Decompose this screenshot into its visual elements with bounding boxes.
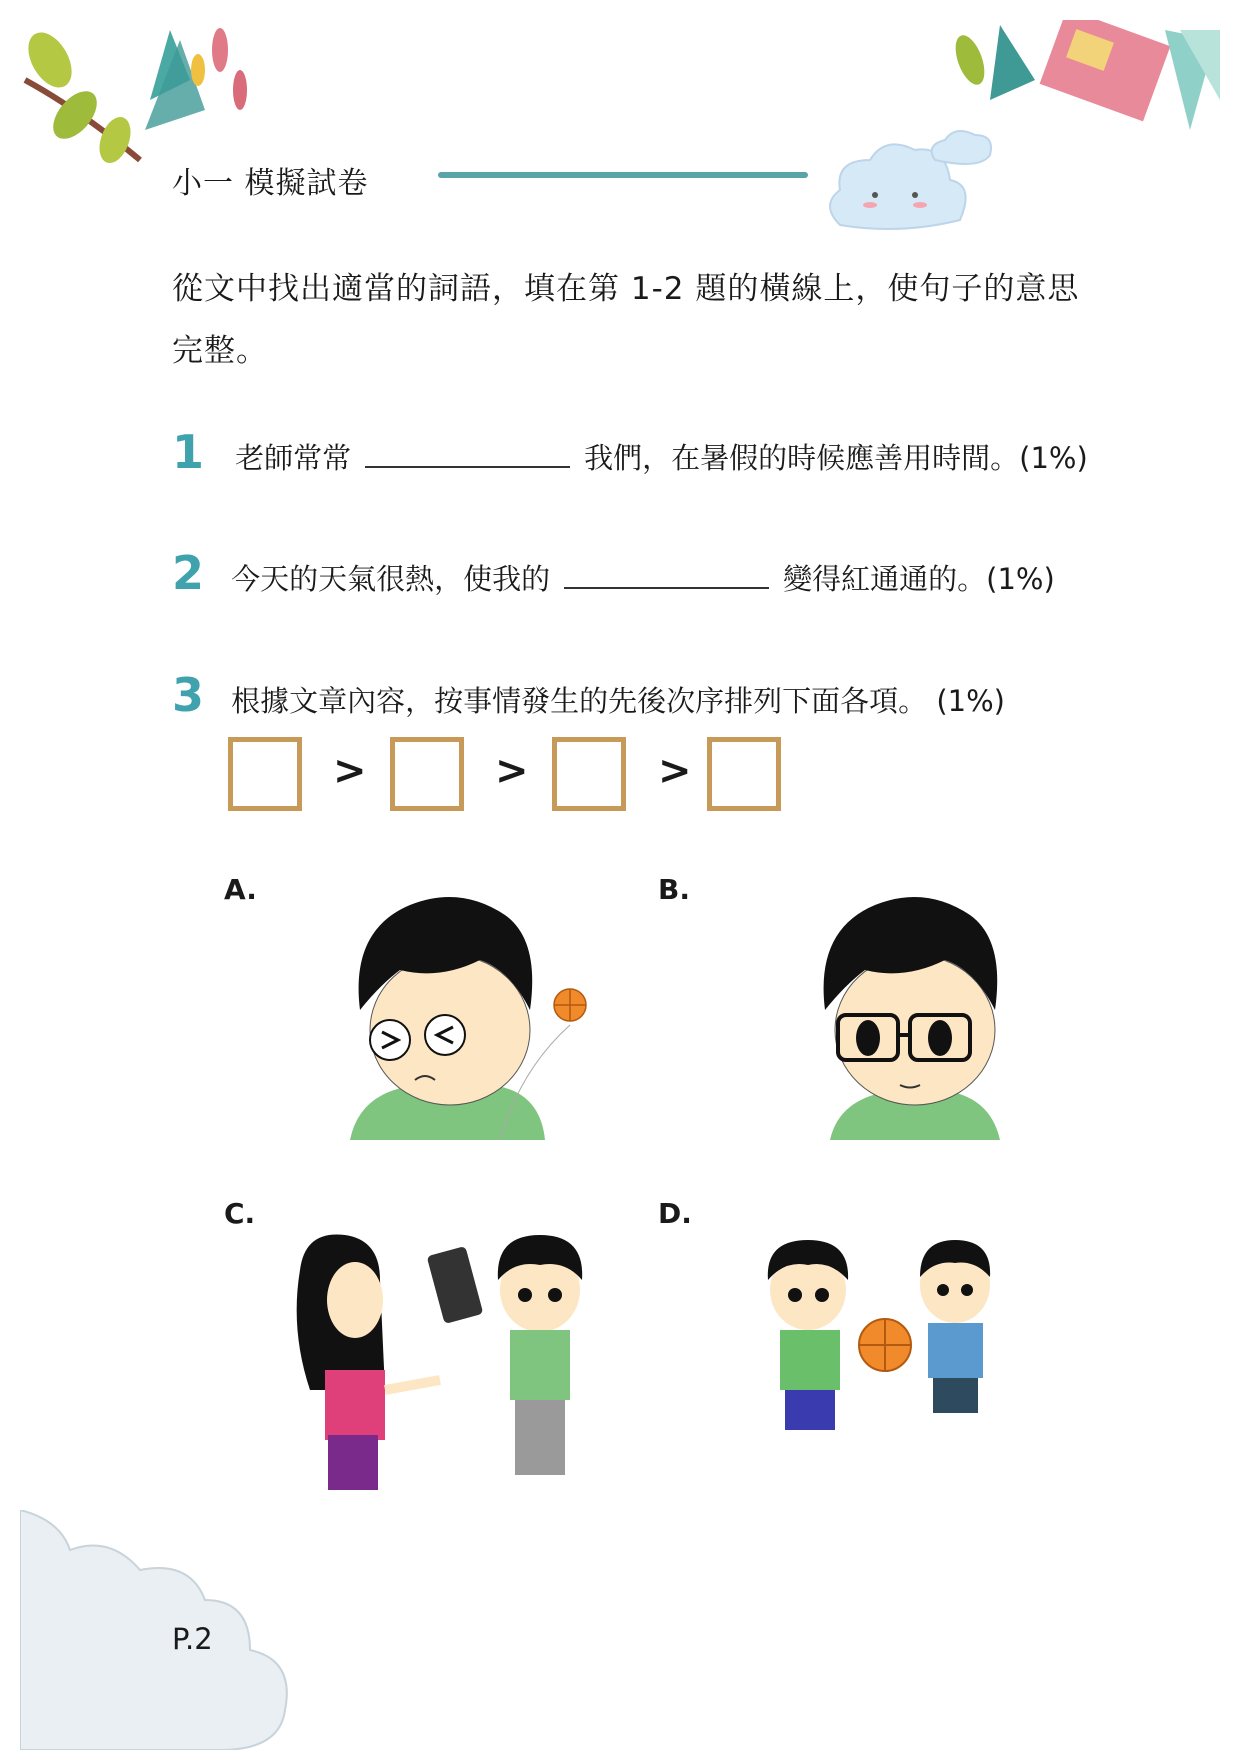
question-2 [172,546,1055,600]
title-rule [438,172,808,178]
sequence-box-3[interactable] [552,737,626,811]
leaf-decoration-icon [20,20,270,170]
exam-title: 小一 模擬試卷 [172,166,369,201]
question-3 [172,668,1005,722]
boy-with-glasses-illustration [800,890,1030,1140]
page-number: P.2 [172,1622,213,1656]
question-number: 2 [172,546,205,600]
boys-playing-basketball-illustration [730,1235,1030,1485]
option-label-b: B. [658,873,690,906]
sequence-box-1[interactable] [228,737,302,811]
answer-blank[interactable] [365,440,570,468]
boy-hit-by-ball-illustration [340,890,610,1140]
mother-and-boy-phone-illustration [270,1230,590,1490]
question-number: 1 [172,425,205,479]
question-text: 我們，在暑假的時候應善用時間。(1%) [584,441,1088,475]
question-text: 變得紅通通的。(1%) [783,562,1055,596]
question-text: 老師常常 [235,441,352,475]
arrow-icon: > [658,748,692,794]
cloud-decoration-icon [820,125,1000,235]
question-text: 今天的天氣很熱，使我的 [231,562,551,596]
option-label-a: A. [224,873,257,906]
question-text: 根據文章內容，按事情發生的先後次序排列下面各項。 (1%) [231,684,1005,718]
option-label-c: C. [224,1197,256,1230]
cloud-decoration-icon [20,1510,300,1750]
sequence-box-2[interactable] [390,737,464,811]
option-label-d: D. [658,1197,692,1230]
arrow-icon: > [333,748,367,794]
question-number: 3 [172,668,205,722]
answer-blank[interactable] [564,561,769,589]
question-1 [172,425,1088,479]
sequence-box-4[interactable] [707,737,781,811]
arrow-icon: > [495,748,529,794]
instruction-text: 從文中找出適當的詞語，填在第 1-2 題的橫線上，使句子的意思完整。 [172,271,1080,369]
